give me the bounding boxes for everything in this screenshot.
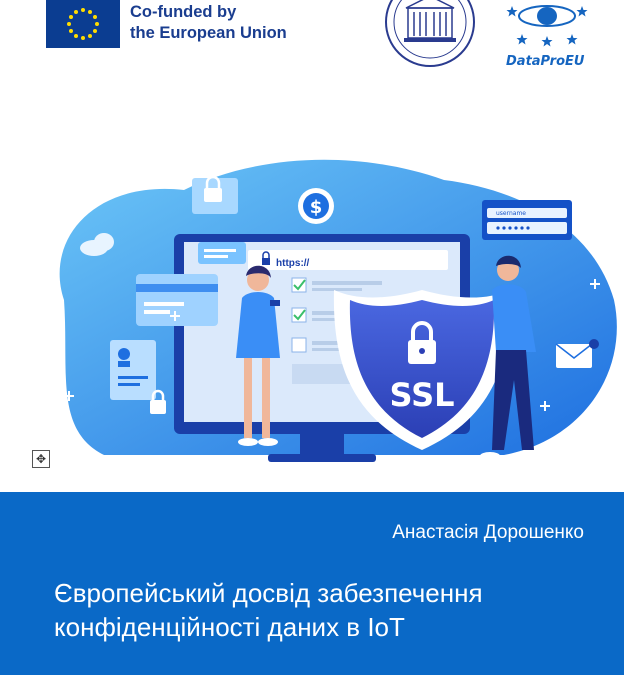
url-text: https:// xyxy=(276,258,310,269)
document-title xyxy=(54,576,594,644)
data-security-illustration xyxy=(24,150,624,475)
checkbox-icon xyxy=(292,278,306,292)
title-line-2: конфіденційності даних в IoT xyxy=(54,612,405,642)
id-card-icon xyxy=(110,340,156,400)
dataproeu-logo-text: DataProEU xyxy=(506,54,585,69)
login-username-label: username xyxy=(496,210,526,217)
title-line-1: Європейський досвід забезпечення xyxy=(54,578,483,608)
author-name: Анастасія Дорошенко xyxy=(392,522,584,543)
chat-bubble xyxy=(198,242,246,264)
shield-label: SSL xyxy=(389,376,455,414)
eu-funding-line2: the European Union xyxy=(130,24,287,42)
university-seal-logo xyxy=(384,0,476,68)
padlock-card xyxy=(192,177,238,214)
eu-stars-icon xyxy=(46,0,120,48)
checkbox-icon xyxy=(292,308,306,322)
move-handle-icon[interactable]: ✥ xyxy=(32,450,50,468)
svg-text:$: $ xyxy=(309,197,323,218)
login-box xyxy=(482,200,572,240)
eu-flag-logo xyxy=(46,0,120,48)
eu-funding-text xyxy=(130,2,287,44)
dollar-icon xyxy=(298,188,334,224)
checkbox-icon xyxy=(292,338,306,352)
eu-funding-line1: Co-funded by xyxy=(130,3,237,21)
credit-card-icon xyxy=(136,274,218,326)
title-banner xyxy=(0,492,624,675)
